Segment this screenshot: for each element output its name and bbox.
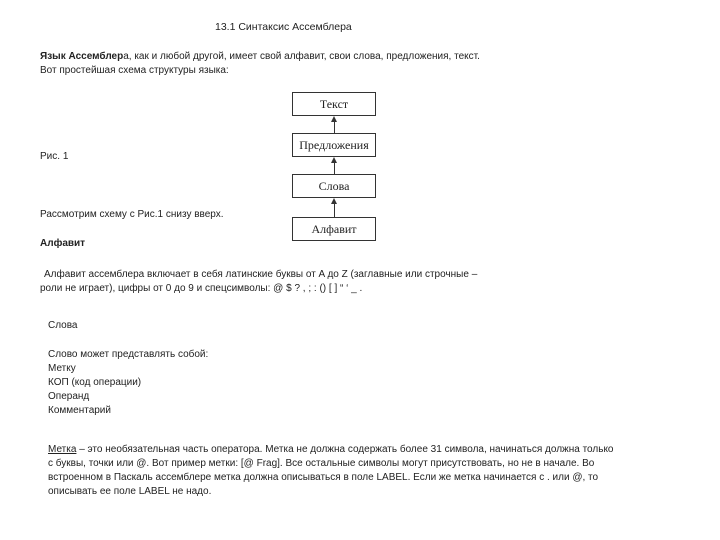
intro-line-1 bbox=[40, 50, 480, 64]
diagram-arrow-line bbox=[334, 163, 335, 174]
label-para-line-2: с буквы, точки или @. Вот пример метки: [@ Frag]. Все остальные символы могут присутствовать, но не в начале. Во bbox=[48, 458, 595, 469]
diagram-box-words: Слова bbox=[292, 174, 376, 198]
label-para-line-1-rest: – это необязательная часть оператора. Метка не должна содержать более 31 символа, начинаться должна только bbox=[76, 444, 614, 455]
words-item-comment: Комментарий bbox=[48, 405, 111, 416]
consider-text: Рассмотрим схему с Рис.1 снизу вверх. bbox=[40, 209, 224, 220]
intro-line-1-rest: а, как и любой другой, имеет свой алфавит, свои слова, предложения, текст. bbox=[123, 51, 480, 62]
alphabet-line-1: Алфавит ассемблера включает в себя латинские буквы от A до Z (заглавные или строчные – bbox=[44, 269, 478, 280]
words-item-label: Метку bbox=[48, 363, 76, 374]
words-heading: Слова bbox=[48, 320, 78, 331]
diagram-box-sentences: Предложения bbox=[292, 133, 376, 157]
diagram-arrow-head bbox=[331, 116, 337, 122]
words-item-opcode: КОП (код операции) bbox=[48, 377, 142, 388]
diagram-box-alphabet: Алфавит bbox=[292, 217, 376, 241]
figure-caption: Рис. 1 bbox=[40, 151, 69, 162]
label-term: Метка bbox=[48, 444, 77, 455]
alphabet-heading: Алфавит bbox=[40, 238, 86, 249]
label-para-line-3: встроенном в Паскаль ассемблере метка должна описываться в поле LABEL. Если же метка начинается с . или @, то bbox=[48, 472, 599, 483]
diagram-arrow-line bbox=[334, 122, 335, 133]
intro-line-2: Вот простейшая схема структуры языка: bbox=[40, 65, 229, 76]
diagram-arrow-head bbox=[331, 157, 337, 163]
diagram-arrow-head bbox=[331, 198, 337, 204]
label-para-line-4: описывать ее поле LABEL не надо. bbox=[48, 486, 212, 497]
alphabet-line-2: роли не играет), цифры от 0 до 9 и спецсимволы: @ $ ? , ; : () [ ] “ ‘ _ . bbox=[40, 283, 363, 294]
page-title: 13.1 Синтаксис Ассемблера bbox=[215, 21, 352, 33]
language-structure-diagram bbox=[280, 88, 390, 246]
diagram-box-text: Текст bbox=[292, 92, 376, 116]
label-para-line-1 bbox=[48, 443, 614, 457]
words-intro: Слово может представлять собой: bbox=[48, 349, 209, 360]
words-item-operand: Операнд bbox=[48, 391, 90, 402]
intro-term: Язык Ассемблер bbox=[40, 51, 124, 62]
diagram-arrow-line bbox=[334, 204, 335, 217]
